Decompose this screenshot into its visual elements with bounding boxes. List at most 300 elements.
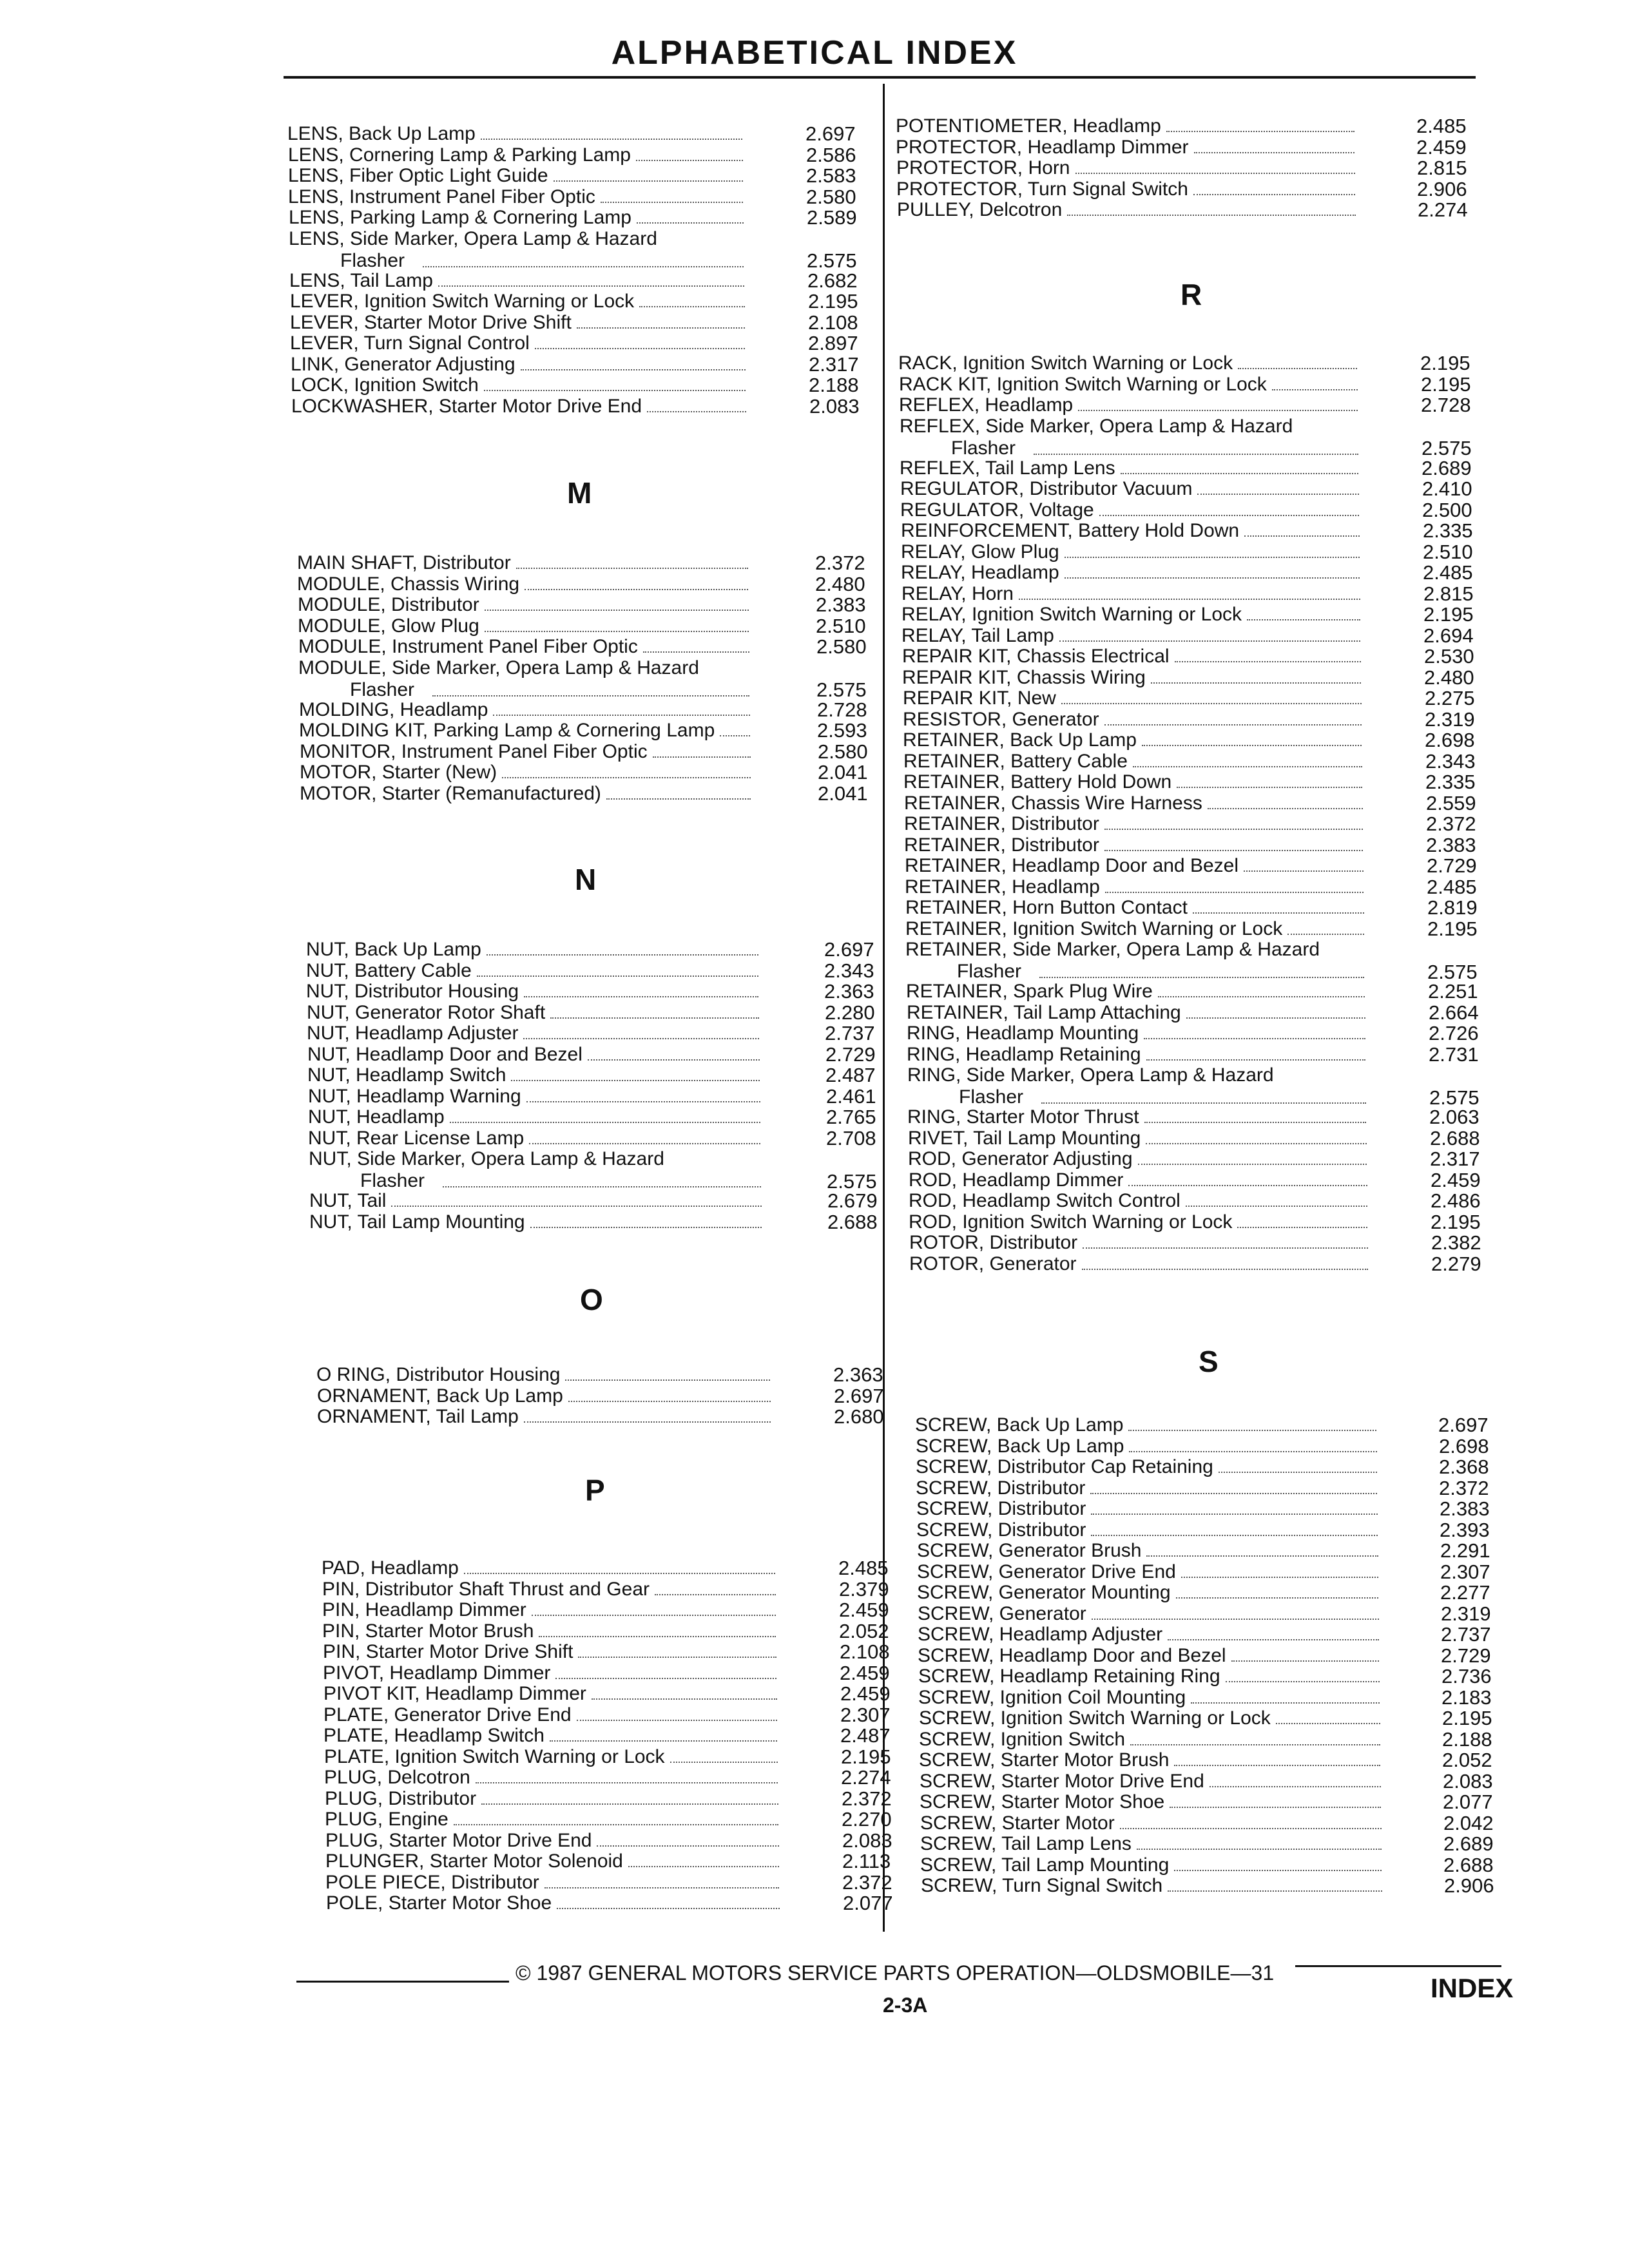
entry-label: MAIN SHAFT, Distributor (297, 552, 511, 573)
leader-dots (1231, 1660, 1379, 1662)
entry-label: PLUG, Engine (325, 1809, 448, 1830)
index-entry (909, 1254, 1373, 1274)
entry-label: SCREW, Distributor Cap Retaining (916, 1456, 1213, 1477)
entry-page-number: 2.575 (827, 1169, 877, 1193)
entry-page-number: 2.052 (1442, 1749, 1492, 1771)
leader-dots (1019, 599, 1360, 600)
leader-dots (1191, 1702, 1380, 1704)
entry-page-number: 2.280 (825, 1001, 875, 1024)
leader-dots (1210, 1786, 1381, 1787)
index-entry (920, 1792, 1386, 1812)
index-entry (896, 137, 1360, 158)
entry-page-number: 2.583 (806, 164, 856, 187)
index-entry (909, 1212, 1373, 1233)
entry-page-number: 2.363 (824, 980, 874, 1003)
entry-label: NUT, Headlamp Door and Bezel (307, 1043, 583, 1065)
entry-label: NUT, Side Marker, Opera Lamp & Hazard (309, 1148, 664, 1169)
leader-dots (1168, 1639, 1379, 1640)
entry-page-number: 2.459 (840, 1661, 890, 1684)
entry-label: LEVER, Turn Signal Control (290, 332, 530, 354)
entry-label: PIN, Starter Motor Drive Shift (323, 1641, 574, 1662)
index-entry (909, 1170, 1373, 1191)
entry-label: NUT, Back Up Lamp (306, 939, 481, 960)
index-entry (918, 1604, 1384, 1624)
entry-page-number: 2.307 (1440, 1560, 1490, 1583)
leader-dots (1083, 1247, 1368, 1249)
entry-label: RESISTOR, Generator (903, 708, 1099, 730)
index-entry (897, 200, 1361, 220)
entry-page-number: 2.697 (805, 122, 856, 145)
entry-label: RETAINER, Spark Plug Wire (906, 981, 1153, 1002)
entry-page-number: 2.664 (1429, 1001, 1479, 1024)
entry-label: SCREW, Turn Signal Switch (921, 1875, 1163, 1896)
entry-page-number: 2.343 (1425, 749, 1476, 773)
leader-dots (1174, 1765, 1380, 1766)
entry-label: NUT, Headlamp Warning (308, 1085, 521, 1107)
entry-page-number: 2.188 (809, 374, 859, 396)
index-entry (907, 1064, 1371, 1108)
entry-page-number: 2.815 (1423, 582, 1474, 605)
entry-page-number: 2.041 (818, 782, 868, 805)
index-entry (918, 1687, 1385, 1708)
index-entry (904, 835, 1368, 856)
entry-label: POTENTIOMETER, Headlamp (896, 115, 1161, 137)
entry-label: NUT, Rear License Lamp (308, 1127, 525, 1149)
entry-label-continued: Flasher (951, 437, 1016, 459)
leader-dots (1129, 1451, 1377, 1452)
leader-dots (1181, 1577, 1378, 1578)
entry-label: RING, Headlamp Retaining (907, 1043, 1141, 1065)
entry-page-number: 2.575 (1427, 960, 1478, 983)
index-entry (896, 179, 1360, 200)
entry-page-number: 2.195 (1423, 603, 1474, 626)
leader-dots (1244, 870, 1364, 872)
index-entry (917, 1582, 1383, 1603)
entry-page-number: 2.372 (815, 552, 865, 574)
entry-page-number: 2.510 (816, 614, 866, 637)
entry-label-continued: Flasher (350, 678, 415, 700)
entry-label: SCREW, Tail Lamp Lens (920, 1833, 1132, 1854)
entry-label: PLATE, Ignition Switch Warning or Lock (324, 1745, 665, 1767)
entry-page-number: 2.274 (841, 1766, 891, 1789)
leader-dots (1177, 787, 1362, 788)
entry-page-number: 2.680 (834, 1405, 884, 1428)
leader-dots (1158, 996, 1365, 997)
entry-page-number: 2.077 (1443, 1791, 1493, 1813)
leader-dots (1078, 410, 1358, 411)
section-heading-s: S (1199, 1345, 1219, 1378)
entry-page-number: 2.530 (1424, 645, 1474, 668)
entry-page-number: 2.729 (1441, 1644, 1491, 1667)
index-entry (902, 646, 1366, 667)
entry-page-number: 2.459 (1416, 135, 1467, 159)
leader-dots (1091, 1514, 1378, 1515)
index-entry (920, 1855, 1387, 1876)
index-entry (907, 1003, 1371, 1023)
entry-label: PULLEY, Delcotron (897, 199, 1063, 220)
entry-label: REGULATOR, Voltage (900, 499, 1094, 521)
entry-page-number: 2.363 (833, 1363, 883, 1386)
entry-label: POLE, Starter Motor Shoe (326, 1892, 552, 1914)
leader-dots (1146, 1059, 1365, 1061)
entry-label-continued: Flasher (957, 961, 1022, 982)
entry-page-number: 2.682 (807, 269, 858, 292)
entry-label: SCREW, Generator Brush (917, 1540, 1142, 1561)
entry-label: RELAY, Tail Lamp (901, 624, 1054, 646)
entry-page-number: 2.251 (1428, 980, 1478, 1003)
index-entry (905, 856, 1369, 876)
index-entry (921, 1876, 1387, 1896)
index-entry (901, 584, 1365, 604)
section-heading-o: O (580, 1283, 603, 1316)
entry-page-number: 2.485 (838, 1557, 889, 1579)
entry-page-number: 2.195 (1427, 917, 1478, 940)
entry-label: SCREW, Tail Lamp Mounting (920, 1854, 1170, 1876)
entry-label: ORNAMENT, Tail Lamp (317, 1406, 519, 1427)
page-number: 2-3A (883, 1994, 928, 2017)
entry-label: SCREW, Distributor (916, 1519, 1086, 1541)
entry-page-number: 2.580 (818, 740, 868, 763)
entry-page-number: 2.195 (1421, 372, 1471, 396)
entry-label: RACK KIT, Ignition Switch Warning or Lock (899, 373, 1267, 395)
leader-dots (1059, 640, 1360, 642)
entry-page-number: 2.897 (808, 332, 858, 354)
leader-dots (1104, 829, 1363, 830)
index-entry (898, 353, 1362, 374)
entry-label: MOTOR, Starter (New) (300, 762, 497, 783)
entry-label: ROTOR, Distributor (909, 1232, 1078, 1253)
entry-page-number: 2.459 (840, 1682, 891, 1705)
index-entry (918, 1646, 1384, 1666)
index-entry (903, 772, 1367, 793)
entry-label: ORNAMENT, Back Up Lamp (317, 1385, 563, 1407)
entry-label: PIN, Starter Motor Brush (322, 1620, 534, 1642)
entry-label: REGULATOR, Distributor Vacuum (900, 478, 1193, 499)
entry-page-number: 2.737 (825, 1022, 875, 1044)
index-entry (918, 1666, 1385, 1687)
entry-page-number: 2.307 (840, 1703, 891, 1726)
section-heading-n: N (575, 863, 597, 896)
entry-page-number: 2.729 (1427, 854, 1477, 877)
entry-page-number: 2.319 (1441, 1602, 1491, 1625)
entry-label: SCREW, Ignition Switch Warning or Lock (919, 1707, 1271, 1729)
entry-label: RETAINER, Horn Button Contact (905, 897, 1188, 918)
entry-label: ROD, Ignition Switch Warning or Lock (909, 1211, 1233, 1233)
index-entry (917, 1541, 1383, 1561)
entry-page-number: 2.188 (1442, 1727, 1492, 1751)
entry-label: RELAY, Glow Plug (901, 541, 1059, 562)
index-entry (909, 1191, 1373, 1211)
entry-label: LENS, Parking Lamp & Cornering Lamp (289, 207, 631, 228)
entry-label: LEVER, Starter Motor Drive Shift (290, 311, 572, 333)
entry-page-number: 2.195 (808, 290, 858, 312)
entry-page-number: 2.737 (1441, 1623, 1491, 1646)
index-entry (896, 158, 1360, 178)
index-entry (905, 919, 1369, 939)
leader-dots (1144, 1038, 1365, 1039)
entry-label: NUT, Headlamp Switch (307, 1064, 506, 1086)
index-entry (919, 1729, 1385, 1750)
entry-label: MODULE, Instrument Panel Fiber Optic (298, 636, 638, 657)
index-entry (900, 500, 1364, 521)
leader-dots (1197, 494, 1359, 495)
entry-page-number: 2.382 (1431, 1231, 1481, 1254)
entry-label: LENS, Back Up Lamp (287, 123, 476, 144)
entry-page-number: 2.461 (826, 1084, 876, 1108)
entry-label: RIVET, Tail Lamp Mounting (908, 1127, 1141, 1149)
entry-label: MONITOR, Instrument Panel Fiber Optic (300, 740, 648, 762)
entry-page-number: 2.372 (842, 1870, 892, 1894)
entry-label: LENS, Cornering Lamp & Parking Lamp (288, 144, 631, 166)
entry-page-number: 2.819 (1427, 896, 1478, 919)
entry-page-number: 2.580 (816, 635, 867, 658)
entry-page-number: 2.195 (1420, 352, 1470, 374)
entry-page-number: 2.372 (842, 1787, 892, 1810)
leader-dots (1247, 619, 1360, 620)
footer-rule-right (1295, 1965, 1501, 1967)
entry-label: PLUG, Starter Motor Drive End (325, 1829, 592, 1851)
entry-label: MOTOR, Starter (Remanufactured) (300, 782, 601, 804)
leader-dots (1194, 152, 1354, 153)
entry-label: MODULE, Side Marker, Opera Lamp & Hazard (298, 657, 699, 678)
entry-page-number: 2.383 (816, 593, 866, 616)
entry-label: SCREW, Ignition Switch (919, 1728, 1126, 1750)
entry-label: SCREW, Back Up Lamp (915, 1414, 1124, 1436)
entry-label: MODULE, Chassis Wiring (297, 573, 520, 595)
leader-dots (1075, 173, 1356, 174)
entry-label: PROTECTOR, Horn (896, 157, 1070, 178)
entry-label: ROD, Headlamp Dimmer (909, 1169, 1124, 1191)
entry-label: PROTECTOR, Turn Signal Switch (896, 178, 1188, 200)
entry-label: POLE PIECE, Distributor (325, 1871, 539, 1893)
entry-page-number: 2.485 (1416, 115, 1467, 137)
entry-page-number: 2.728 (1421, 394, 1471, 416)
index-entry (920, 1834, 1387, 1854)
entry-page-number: 2.688 (827, 1210, 878, 1233)
leader-dots (1133, 766, 1362, 767)
entry-label: RETAINER, Distributor (904, 834, 1099, 856)
leader-dots (1104, 850, 1363, 851)
entry-label: RETAINER, Headlamp Door and Bezel (905, 855, 1239, 876)
leader-dots (1067, 215, 1356, 216)
entry-page-number: 2.383 (1426, 833, 1476, 856)
leader-dots (1120, 1828, 1382, 1829)
leader-dots (1041, 1087, 1366, 1104)
entry-label: REPAIR KIT, New (903, 687, 1056, 709)
entry-page-number: 2.183 (1441, 1686, 1492, 1709)
leader-dots (1175, 661, 1361, 662)
entry-page-number: 2.679 (827, 1189, 878, 1212)
entry-page-number: 2.485 (1423, 561, 1473, 584)
entry-page-number: 2.575 (1429, 1086, 1480, 1109)
index-entry (906, 981, 1370, 1002)
index-entry (901, 562, 1365, 583)
leader-dots (1186, 1017, 1365, 1019)
entry-label: RETAINER, Headlamp (905, 876, 1100, 898)
entry-label: NUT, Generator Rotor Shaft (307, 1001, 546, 1023)
entry-label: REFLEX, Tail Lamp Lens (900, 457, 1115, 479)
entry-page-number: 2.372 (1426, 812, 1476, 835)
entry-label: RACK, Ignition Switch Warning or Lock (898, 352, 1233, 374)
entry-page-number: 2.487 (840, 1724, 891, 1747)
index-entry (904, 814, 1368, 834)
entry-page-number: 2.726 (1429, 1022, 1479, 1044)
entry-page-number: 2.379 (839, 1577, 889, 1600)
leader-dots (1065, 557, 1360, 558)
entry-page-number: 2.195 (1431, 1210, 1481, 1233)
index-entry (916, 1457, 1382, 1477)
entry-label: SCREW, Distributor (916, 1498, 1086, 1519)
entry-page-number: 2.368 (1439, 1456, 1489, 1478)
entry-label: LENS, Tail Lamp (289, 269, 433, 291)
entry-page-number: 2.195 (841, 1745, 891, 1768)
entry-label: MOLDING, Headlamp (299, 698, 488, 720)
entry-label: SCREW, Starter Motor (920, 1812, 1115, 1834)
index-entry (907, 1023, 1371, 1044)
entry-page-number: 2.480 (815, 572, 865, 595)
leader-dots (1104, 724, 1362, 726)
entry-label: RETAINER, Side Marker, Opera Lamp & Hazard (905, 939, 1320, 960)
leader-dots (1176, 1597, 1378, 1599)
leader-dots (1219, 1472, 1377, 1473)
entry-label: SCREW, Headlamp Retaining Ring (918, 1666, 1220, 1687)
index-entry (900, 415, 1364, 459)
leader-dots (1170, 1807, 1381, 1808)
entry-label: SCREW, Starter Motor Shoe (920, 1791, 1165, 1812)
index-entry (909, 1233, 1373, 1253)
index-entry (916, 1499, 1383, 1519)
entry-page-number: 2.731 (1429, 1043, 1479, 1066)
index-entry (917, 1562, 1383, 1582)
leader-dots (1065, 577, 1360, 579)
entry-label: LENS, Fiber Optic Light Guide (288, 165, 548, 186)
index-entry (903, 751, 1367, 772)
entry-label: RETAINER, Distributor (904, 813, 1099, 834)
leader-dots (1166, 131, 1354, 132)
entry-page-number: 2.335 (1425, 771, 1476, 793)
entry-label-continued: Flasher (340, 249, 405, 271)
entry-label: PLUG, Distributor (325, 1787, 477, 1809)
entry-label: REPAIR KIT, Chassis Wiring (902, 666, 1146, 688)
index-entry (908, 1128, 1372, 1149)
entry-label: SCREW, Headlamp Door and Bezel (918, 1644, 1226, 1666)
entry-page-number: 2.689 (1422, 456, 1472, 479)
entry-label: RING, Starter Motor Thrust (907, 1106, 1139, 1128)
index-entry (907, 1044, 1371, 1065)
entry-page-number: 2.575 (807, 249, 857, 272)
entry-page-number: 2.593 (817, 719, 867, 742)
leader-dots (1238, 368, 1357, 369)
entry-label: LENS, Instrument Panel Fiber Optic (288, 186, 595, 207)
entry-page-number: 2.319 (1425, 707, 1475, 731)
entry-label: PLATE, Headlamp Switch (323, 1725, 545, 1746)
entry-page-number: 2.486 (1431, 1189, 1481, 1212)
entry-page-number: 2.393 (1440, 1518, 1490, 1541)
entry-page-number: 2.063 (1429, 1106, 1480, 1128)
entry-label: PLATE, Generator Drive End (323, 1704, 572, 1725)
entry-label: PLUNGER, Starter Motor Solenoid (325, 1850, 623, 1872)
index-entry (919, 1750, 1385, 1771)
index-entry (900, 479, 1364, 499)
entry-page-number: 2.688 (1443, 1853, 1494, 1876)
index-entry (901, 521, 1365, 541)
entry-label: PIVOT, Headlamp Dimmer (323, 1662, 551, 1684)
leader-dots (1146, 1555, 1378, 1557)
entry-page-number: 2.729 (825, 1043, 876, 1066)
entry-page-number: 2.906 (1444, 1874, 1494, 1897)
entry-page-number: 2.459 (1431, 1168, 1481, 1191)
index-entry (900, 458, 1364, 479)
leader-dots (1130, 1744, 1380, 1745)
entry-label: NUT, Headlamp (308, 1106, 445, 1128)
section-heading-p: P (585, 1474, 605, 1507)
entry-page-number: 2.580 (806, 185, 856, 208)
leader-dots (1193, 194, 1355, 195)
leader-dots (1099, 515, 1359, 516)
entry-label: SCREW, Ignition Coil Mounting (918, 1686, 1186, 1708)
leader-dots (1082, 1269, 1368, 1270)
entry-page-number: 2.487 (825, 1064, 876, 1086)
leader-dots (1208, 808, 1363, 809)
entry-label: RETAINER, Battery Hold Down (903, 771, 1172, 793)
entry-label: PAD, Headlamp (322, 1557, 459, 1579)
index-entry (905, 877, 1369, 898)
entry-label: SCREW, Distributor (916, 1477, 1086, 1499)
leader-dots (1144, 1122, 1366, 1123)
leader-dots (1174, 1870, 1382, 1871)
index-entry (904, 793, 1368, 814)
entry-page-number: 2.372 (1439, 1476, 1489, 1499)
entry-label: SCREW, Generator Drive End (917, 1561, 1176, 1582)
entry-page-number: 2.736 (1441, 1665, 1492, 1687)
entry-label: LINK, Generator Adjusting (291, 353, 516, 375)
entry-label: NUT, Battery Cable (306, 959, 472, 981)
index-entry (919, 1708, 1385, 1729)
index-entry (901, 604, 1365, 625)
index-entry (915, 1415, 1382, 1436)
entry-label: NUT, Tail Lamp Mounting (309, 1211, 525, 1233)
entry-page-number: 2.277 (1440, 1581, 1490, 1604)
entry-page-number: 2.510 (1423, 540, 1473, 563)
entry-page-number: 2.906 (1417, 177, 1467, 200)
entry-page-number: 2.343 (824, 959, 874, 982)
entry-page-number: 2.317 (809, 352, 859, 376)
leader-dots (1128, 1430, 1376, 1431)
entry-page-number: 2.480 (1424, 666, 1474, 689)
footer-rule-left (296, 1981, 509, 1983)
entry-page-number: 2.586 (806, 143, 856, 166)
entry-page-number: 2.589 (807, 206, 857, 229)
entry-page-number: 2.697 (1438, 1414, 1489, 1436)
entry-label: MOLDING KIT, Parking Lamp & Cornering Lamp (299, 720, 715, 741)
entry-label: LEVER, Ignition Switch Warning or Lock (290, 291, 635, 312)
entry-page-number: 2.815 (1417, 157, 1467, 179)
entry-page-number: 2.275 (1425, 687, 1475, 709)
entry-page-number: 2.291 (1440, 1539, 1490, 1562)
entry-page-number: 2.317 (1430, 1148, 1480, 1170)
section-label: INDEX (1431, 1973, 1514, 2003)
leader-dots (1237, 1227, 1367, 1228)
page-title: ALPHABETICAL INDEX (611, 34, 1018, 72)
entry-page-number: 2.108 (840, 1640, 890, 1663)
index-entry (896, 116, 1360, 137)
index-entry (916, 1478, 1382, 1499)
entry-label: MODULE, Distributor (298, 594, 479, 615)
index-entry (899, 395, 1363, 416)
entry-label: PIN, Headlamp Dimmer (322, 1599, 526, 1620)
leader-dots (1121, 473, 1358, 474)
entry-label: O RING, Distributor Housing (316, 1364, 561, 1385)
